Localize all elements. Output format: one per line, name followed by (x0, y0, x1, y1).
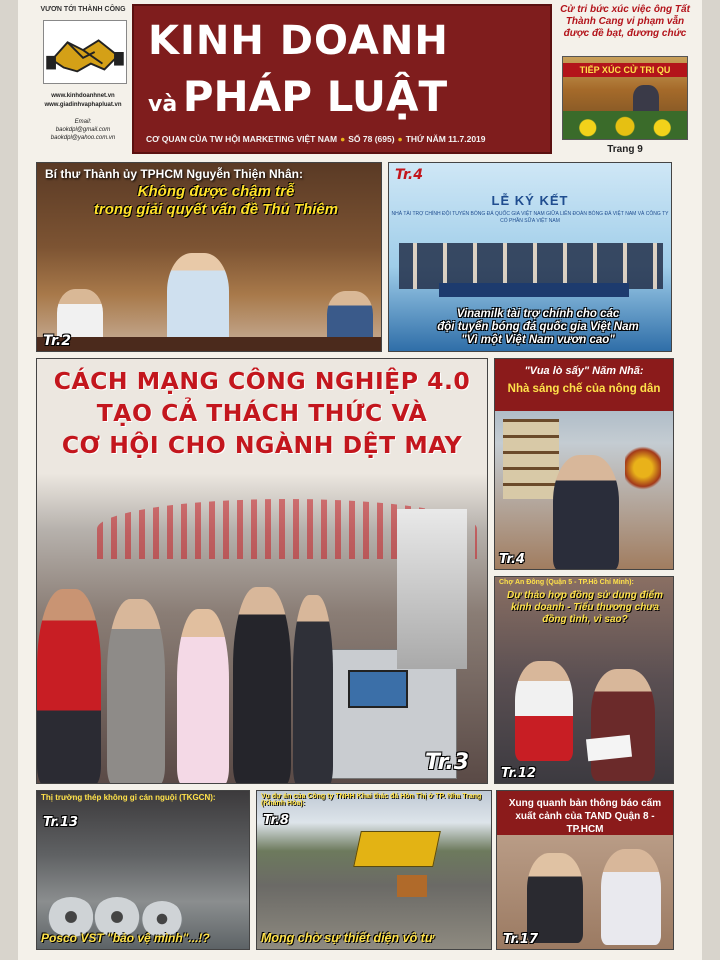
handshake-logo-icon (43, 20, 127, 84)
story-thu-thiem[interactable] (36, 162, 382, 352)
conference-table (37, 337, 381, 351)
page-ref: Tr.17 (503, 932, 539, 947)
agency-name: CƠ QUAN CỦA TW HỘI MARKETING VIỆT NAM (146, 134, 338, 144)
teaser-page-ref: Trang 9 (607, 144, 643, 155)
issue-number: SỐ 78 (695) (348, 134, 395, 144)
lead-headline-2: TẠO CẢ THÁCH THỨC VÀ (96, 399, 428, 427)
teaser-photo (562, 56, 688, 140)
man-figure (601, 849, 661, 945)
teaser-top-right[interactable] (558, 4, 692, 154)
email-2[interactable]: baokdpl@yahoo.com.vn (50, 135, 116, 141)
newspaper-page (18, 0, 702, 960)
story-cho-an-dong[interactable] (494, 576, 674, 784)
story-headline: Không được chậm trễ trong giải quyết vấn đề Thủ Thiêm (93, 183, 339, 218)
story-quarry[interactable] (256, 790, 492, 950)
title-phap-luat: PHÁP LUẬT (182, 72, 448, 121)
page-ref: Tr.12 (501, 766, 537, 781)
story-kicker: "Vua lò sấy" Năm Nhã: (524, 365, 644, 377)
page-ref: Tr.8 (263, 813, 289, 828)
newspaper-prop (586, 735, 632, 761)
decorative-tree (625, 443, 661, 493)
visitor-red-shirt (37, 589, 101, 784)
lead-headline-1: CÁCH MẠNG CÔNG NGHIỆP 4.0 (53, 367, 471, 395)
vendor-figure-left (515, 661, 573, 761)
page-ref: Tr.13 (43, 815, 79, 830)
slogan: VƯƠN TỚI THÀNH CÔNG (40, 6, 126, 13)
story-steel[interactable] (36, 790, 250, 950)
story-caption: Posco VST "bảo vệ mình"...!? (41, 931, 210, 945)
visitor-dark-suit-2 (293, 595, 333, 784)
vendor-figure-right (591, 669, 655, 781)
rock-pile (397, 875, 427, 897)
teaser-photo-banner: TIẾP XÚC CỬ TRI QU (563, 63, 687, 77)
excavator (353, 831, 441, 867)
title-line-2 (148, 72, 447, 121)
inventor-figure (553, 455, 619, 570)
banner-small-text: NHÀ TÀI TRỢ CHÍNH ĐỘI TUYỂN BÓNG ĐÁ QUỐC GIA VIỆT NAM GIỮA LIÊN ĐOÀN BÓNG ĐÁ VIỆT NAM VÀ CÔNG TY CỔ PHẦN SỮA VIỆT NAM (391, 211, 669, 224)
story-caption: Mong chờ sự thiết diện vô tư (261, 931, 434, 945)
flower-decoration (563, 111, 687, 139)
signing-table (439, 283, 629, 297)
story-kicker: Bí thư Thành ủy TPHCM Nguyễn Thiện Nhân: (45, 167, 304, 181)
issue-date: THỨ NĂM 11.7.2019 (405, 134, 486, 144)
website-2[interactable]: www.giadinhvaphapluat.vn (44, 102, 122, 108)
title-va: và (148, 92, 178, 117)
page-ref: Tr.3 (425, 750, 469, 775)
visitor-dark-suit (233, 587, 291, 784)
woman-figure (527, 853, 583, 943)
website-1[interactable]: www.kinhdoanhnet.vn (51, 93, 115, 99)
story-caption: Vinamilk tài trợ chính cho các đội tuyển bóng đá quốc gia Việt Nam "Vì một Việt Nam vươn cao" (437, 308, 639, 346)
speaker-figure (167, 253, 229, 349)
title-line-1: KINH DOANH (148, 18, 449, 64)
bookshelf (503, 419, 559, 499)
page-ref: Tr.4 (395, 167, 423, 183)
banner-title: LỄ KÝ KẾT (491, 193, 569, 208)
story-kicker: Vụ dự án của Công ty TNHH Khai thác đá Hòn Thị ở TP. Nha Trang (Khánh Hòa): (261, 793, 482, 807)
page-ref: Tr.2 (43, 333, 71, 349)
website-list (38, 92, 128, 110)
email-label: Email: (74, 119, 92, 125)
email-1[interactable]: baokdpl@gmail.com (55, 127, 111, 133)
story-headline: Xung quanh bản thông báo cấm xuất cảnh của TAND Quận 8 - TP.HCM (508, 798, 662, 835)
story-kicker: Chợ An Đông (Quận 5 - TP.Hồ Chí Minh): (499, 579, 634, 586)
story-vinamilk[interactable] (388, 162, 672, 352)
lead-story[interactable] (36, 358, 488, 784)
machine-column (397, 509, 467, 669)
story-headline: Dự thảo hợp đồng sử dụng điểm kinh doanh - Tiểu thương chưa đồng tình, vì sao? (507, 590, 663, 625)
masthead-subline: CƠ QUAN CỦA TW HỘI MARKETING VIỆT NAM ● SỐ 78 (695) ● THỨ NĂM 11.7.2019 (146, 134, 486, 144)
story-nam-nha[interactable] (494, 358, 674, 570)
story-headline: Nhà sáng chế của nông dân (507, 383, 661, 395)
visitor-ao-dai (177, 609, 229, 784)
masthead (132, 4, 552, 154)
teaser-text: Cử tri bức xúc việc ông Tất Thành Cang vi phạm vẫn được đề bạt, đương chức (560, 4, 690, 39)
story-kicker: Thị trường thép không gỉ cán nguội (TKGCN): (41, 793, 216, 802)
page-ref: Tr.4 (499, 552, 525, 567)
masthead-left-column (38, 6, 128, 156)
machine-screen (348, 670, 408, 708)
visitor-grey-suit (107, 599, 165, 784)
email-list (38, 118, 128, 142)
lead-headline-3: CƠ HỘI CHO NGÀNH DỆT MAY (61, 431, 463, 459)
story-xuat-canh[interactable] (496, 790, 674, 950)
